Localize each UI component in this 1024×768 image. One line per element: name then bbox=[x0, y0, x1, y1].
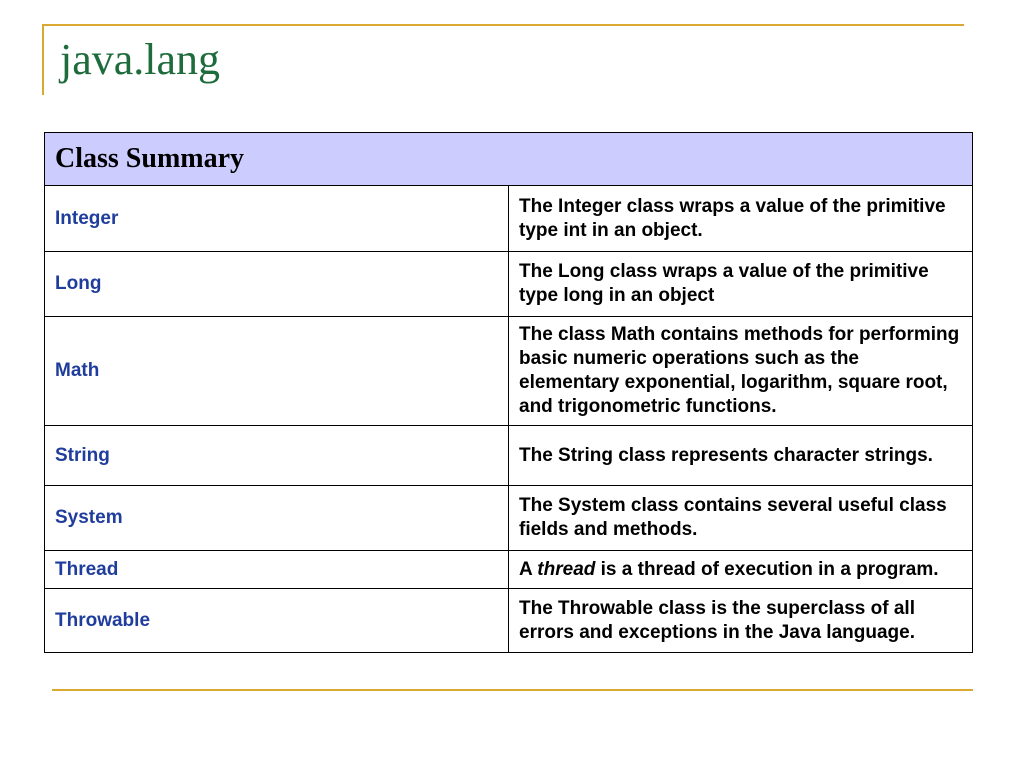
class-name-system[interactable]: System bbox=[45, 486, 509, 551]
class-name-string[interactable]: String bbox=[45, 426, 509, 486]
class-description: The class Math contains methods for performing basic numeric operations such as the elementary exponential, logarithm, square root, and trigonometric functions. bbox=[509, 317, 973, 426]
class-description: The String class represents character strings. bbox=[509, 426, 973, 486]
table-row bbox=[45, 486, 973, 551]
table-header-row bbox=[45, 133, 973, 186]
bottom-accent-line bbox=[52, 689, 973, 691]
table-row bbox=[45, 252, 973, 317]
left-accent-line bbox=[42, 25, 44, 95]
class-description: The System class contains several useful class fields and methods. bbox=[509, 486, 973, 551]
table-row bbox=[45, 317, 973, 426]
class-name-throwable[interactable]: Throwable bbox=[45, 589, 509, 653]
class-name-integer[interactable]: Integer bbox=[45, 186, 509, 252]
class-description: The Long class wraps a value of the primitive type long in an object bbox=[509, 252, 973, 317]
table-row bbox=[45, 551, 973, 589]
class-summary-table bbox=[44, 132, 973, 653]
description-emphasis: thread bbox=[537, 558, 596, 580]
slide-title: java.lang bbox=[60, 35, 221, 84]
class-description: The Throwable class is the superclass of all errors and exceptions in the Java language. bbox=[509, 589, 973, 653]
table-row bbox=[45, 589, 973, 653]
description-text: A bbox=[519, 558, 538, 580]
class-name-long[interactable]: Long bbox=[45, 252, 509, 317]
class-description: The Integer class wraps a value of the primitive type int in an object. bbox=[509, 186, 973, 252]
table-row bbox=[45, 186, 973, 252]
top-accent-line bbox=[42, 24, 964, 26]
description-text: is a thread of execution in a program. bbox=[595, 558, 939, 580]
table-header: Class Summary bbox=[45, 133, 973, 186]
class-name-math[interactable]: Math bbox=[45, 317, 509, 426]
class-description bbox=[509, 551, 973, 589]
table-row bbox=[45, 426, 973, 486]
class-name-thread[interactable]: Thread bbox=[45, 551, 509, 589]
